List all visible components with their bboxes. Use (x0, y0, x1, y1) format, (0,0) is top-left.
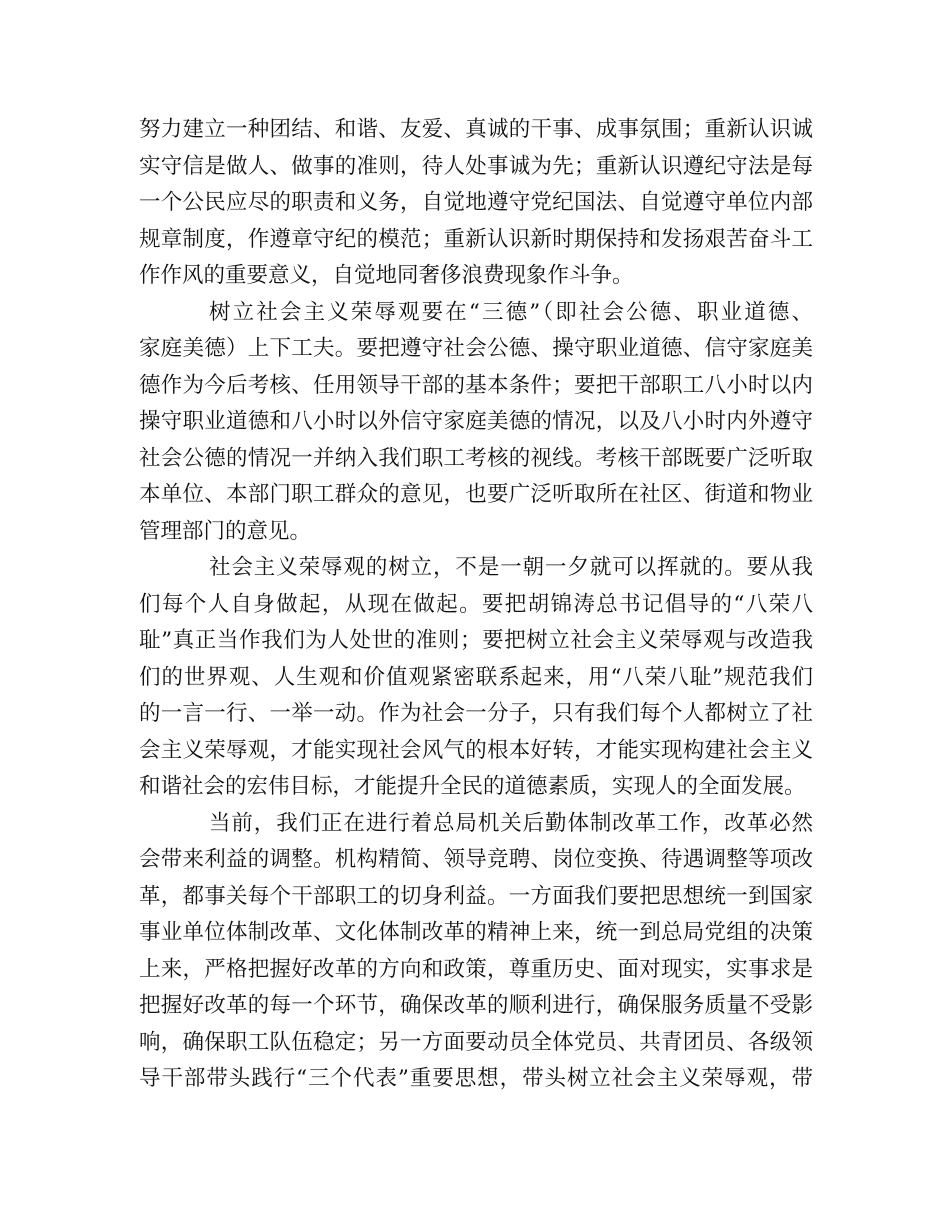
text-line: 的一言一行、一举一动。作为社会一分子，只有我们每个人都树立了社 (139, 701, 813, 726)
text-line: 上来，严格把握好改革的方向和政策，尊重历史、面对现实，实事求是 (139, 956, 813, 982)
text-line: 树立社会主义荣辱观要在“三德”（即社会公德、职业道德、 (209, 299, 813, 325)
text-line: 一个公民应尽的职责和义务，自觉地遵守党纪国法、自觉遵守单位内部 (139, 190, 813, 215)
text-line: 管理部门的意见。 (139, 518, 312, 544)
text-line: 们的世界观、人生观和价值观紧密联系起来，用“八荣八耻”规范我们 (139, 664, 813, 690)
text-line: 实守信是做人、做事的准则，待人处事诚为先；重新认识遵纪守法是每 (139, 153, 813, 179)
paragraph-1 (139, 112, 813, 295)
text-line: 社会公德的情况一并纳入我们职工考核的视线。考核干部既要广泛听取 (139, 445, 813, 471)
text-line: 会带来利益的调整。机构精简、领导竞聘、岗位变换、待遇调整等项改 (139, 847, 813, 872)
text-line: 社会主义荣辱观的树立，不是一朝一夕就可以挥就的。要从我 (209, 555, 813, 580)
text-line: 德作为今后考核、任用领导干部的基本条件；要把干部职工八小时以内 (139, 372, 813, 398)
text-line: 会主义荣辱观，才能实现社会风气的根本好转，才能实现构建社会主义 (139, 737, 813, 763)
text-line: 耻”真正当作我们为人处世的准则；要把树立社会主义荣辱观与改造我 (139, 628, 813, 653)
paragraph-2 (139, 295, 813, 551)
text-line: 事业单位体制改革、文化体制改革的精神上来，统一到总局党组的决策 (139, 920, 813, 945)
text-line: 努力建立一种团结、和谐、友爱、真诚的干事、成事氛围；重新认识诚 (139, 117, 813, 142)
document-body (139, 112, 813, 1098)
text-line: 革，都事关每个干部职工的切身利益。一方面我们要把思想统一到国家 (139, 883, 813, 909)
text-line: 操守职业道德和八小时以外信守家庭美德的情况，以及八小时内外遵守 (139, 409, 813, 434)
text-line: 当前，我们正在进行着总局机关后勤体制改革工作，改革必然 (209, 810, 813, 836)
paragraph-4 (139, 806, 813, 1098)
paragraph-3 (139, 550, 813, 806)
text-line: 把握好改革的每一个环节，确保改革的顺利进行，确保服务质量不受影 (139, 993, 813, 1018)
text-line: 们每个人自身做起，从现在做起。要把胡锦涛总书记倡导的“八荣八 (139, 591, 813, 617)
text-line: 和谐社会的宏伟目标，才能提升全民的道德素质，实现人的全面发展。 (139, 774, 806, 799)
text-line: 响，确保职工队伍稳定；另一方面要动员全体党员、共青团员、各级领 (139, 1029, 813, 1055)
text-line: 本单位、本部门职工群众的意见，也要广泛听取所在社区、街道和物业 (139, 482, 813, 507)
text-line: 导干部带头践行“三个代表”重要思想，带头树立社会主义荣辱观，带 (139, 1066, 813, 1091)
text-line: 规章制度，作遵章守纪的模范；重新认识新时期保持和发扬艰苦奋斗工 (139, 226, 813, 252)
text-line: 家庭美德）上下工夫。要把遵守社会公德、操守职业道德、信守家庭美 (139, 336, 813, 361)
text-line: 作作风的重要意义，自觉地同奢侈浪费现象作斗争。 (139, 263, 634, 288)
